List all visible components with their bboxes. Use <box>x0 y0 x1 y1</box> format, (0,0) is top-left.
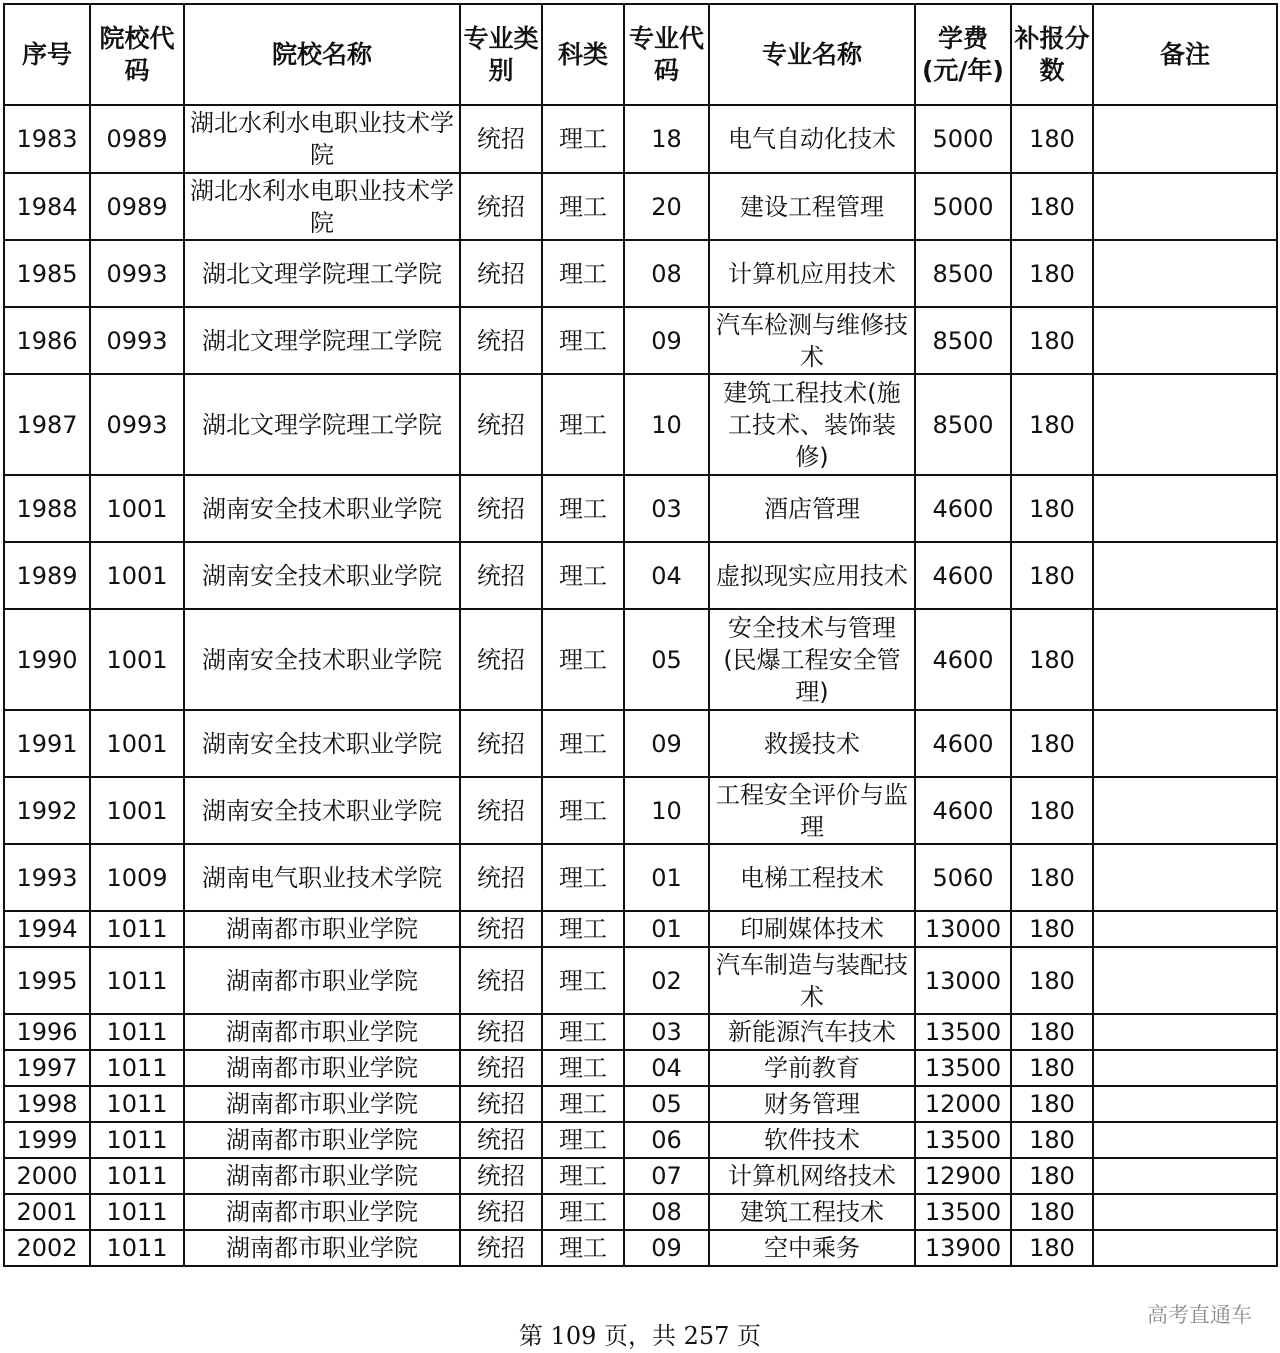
table-cell: 5000 <box>915 105 1011 173</box>
table-cell: 统招 <box>460 105 542 173</box>
table-cell: 180 <box>1011 240 1093 307</box>
header-cell: 院校名称 <box>184 4 460 105</box>
table-row <box>4 1122 1277 1158</box>
table-cell: 1994 <box>4 911 90 947</box>
table-row <box>4 947 1277 1014</box>
table-cell: 1983 <box>4 105 90 173</box>
table-cell: 理工 <box>542 173 624 240</box>
table-cell: 0993 <box>90 240 184 307</box>
table-cell: 0989 <box>90 173 184 240</box>
table-cell: 1986 <box>4 307 90 374</box>
table-cell: 05 <box>624 609 709 710</box>
table-cell: 180 <box>1011 105 1093 173</box>
table-cell: 统招 <box>460 374 542 475</box>
table-cell: 理工 <box>542 1158 624 1194</box>
header-row <box>4 4 1277 105</box>
table-cell: 1001 <box>90 542 184 609</box>
table-cell: 2002 <box>4 1230 90 1266</box>
table-cell <box>1093 240 1277 307</box>
table-cell: 4600 <box>915 777 1011 844</box>
table-row <box>4 844 1277 911</box>
table-row <box>4 374 1277 475</box>
table-cell: 统招 <box>460 475 542 542</box>
table-cell: 湖南都市职业学院 <box>184 947 460 1014</box>
table-cell: 09 <box>624 710 709 777</box>
table-cell: 09 <box>624 1230 709 1266</box>
table-cell: 18 <box>624 105 709 173</box>
table-cell: 4600 <box>915 710 1011 777</box>
table-cell: 180 <box>1011 475 1093 542</box>
table-cell: 理工 <box>542 947 624 1014</box>
table-cell: 理工 <box>542 374 624 475</box>
table-cell: 统招 <box>460 307 542 374</box>
table-cell: 1011 <box>90 1050 184 1086</box>
table-cell: 180 <box>1011 173 1093 240</box>
table-cell: 1011 <box>90 1194 184 1230</box>
table-cell: 1001 <box>90 609 184 710</box>
table-cell: 空中乘务 <box>709 1230 915 1266</box>
table-cell: 13500 <box>915 1122 1011 1158</box>
table-cell <box>1093 1230 1277 1266</box>
table-cell: 08 <box>624 1194 709 1230</box>
table-cell: 湖南都市职业学院 <box>184 1050 460 1086</box>
table-cell: 湖北文理学院理工学院 <box>184 307 460 374</box>
table-cell <box>1093 844 1277 911</box>
table-cell: 湖南都市职业学院 <box>184 1014 460 1050</box>
table-cell: 软件技术 <box>709 1122 915 1158</box>
table-row <box>4 710 1277 777</box>
table-cell: 汽车检测与维修技术 <box>709 307 915 374</box>
table-cell: 统招 <box>460 710 542 777</box>
table-cell: 1991 <box>4 710 90 777</box>
table-cell: 1989 <box>4 542 90 609</box>
table-cell: 计算机网络技术 <box>709 1158 915 1194</box>
table-cell: 统招 <box>460 1230 542 1266</box>
table-cell: 180 <box>1011 844 1093 911</box>
table-cell: 理工 <box>542 1086 624 1122</box>
table-cell: 1011 <box>90 1086 184 1122</box>
table-cell: 理工 <box>542 777 624 844</box>
table-cell: 13000 <box>915 947 1011 1014</box>
table-cell: 理工 <box>542 240 624 307</box>
table-cell <box>1093 1194 1277 1230</box>
table-cell: 1999 <box>4 1122 90 1158</box>
table-cell: 理工 <box>542 609 624 710</box>
table-cell: 4600 <box>915 609 1011 710</box>
table-cell: 8500 <box>915 307 1011 374</box>
table-cell: 理工 <box>542 1014 624 1050</box>
table-row <box>4 1194 1277 1230</box>
table-cell: 统招 <box>460 542 542 609</box>
table-cell: 理工 <box>542 105 624 173</box>
table-cell: 1009 <box>90 844 184 911</box>
table-cell: 13500 <box>915 1194 1011 1230</box>
table-cell: 180 <box>1011 1050 1093 1086</box>
table-cell: 湖南都市职业学院 <box>184 1230 460 1266</box>
table-cell: 湖南都市职业学院 <box>184 911 460 947</box>
table-cell: 180 <box>1011 1194 1093 1230</box>
table-cell: 理工 <box>542 1050 624 1086</box>
table-row <box>4 1014 1277 1050</box>
table-cell: 理工 <box>542 475 624 542</box>
table-cell: 8500 <box>915 240 1011 307</box>
table-cell <box>1093 1122 1277 1158</box>
table-cell: 湖南安全技术职业学院 <box>184 777 460 844</box>
table-cell: 理工 <box>542 1230 624 1266</box>
table-cell: 1998 <box>4 1086 90 1122</box>
table-cell: 电气自动化技术 <box>709 105 915 173</box>
table-cell: 1990 <box>4 609 90 710</box>
table-cell: 计算机应用技术 <box>709 240 915 307</box>
table-cell: 180 <box>1011 1122 1093 1158</box>
table-cell <box>1093 1086 1277 1122</box>
table-cell <box>1093 475 1277 542</box>
header-cell: 专业类别 <box>460 4 542 105</box>
table-cell: 1001 <box>90 777 184 844</box>
table-cell <box>1093 542 1277 609</box>
table-row <box>4 542 1277 609</box>
table-cell: 5060 <box>915 844 1011 911</box>
table-cell: 07 <box>624 1158 709 1194</box>
table-cell: 1011 <box>90 1122 184 1158</box>
table-cell: 湖南安全技术职业学院 <box>184 475 460 542</box>
table-cell: 1011 <box>90 1014 184 1050</box>
table-cell <box>1093 374 1277 475</box>
table-cell: 1011 <box>90 1158 184 1194</box>
table-cell: 理工 <box>542 542 624 609</box>
table-cell: 理工 <box>542 710 624 777</box>
table-cell: 180 <box>1011 777 1093 844</box>
table-cell: 湖北水利水电职业技术学院 <box>184 173 460 240</box>
table-cell: 02 <box>624 947 709 1014</box>
table-cell: 1011 <box>90 1230 184 1266</box>
table-cell: 1985 <box>4 240 90 307</box>
table-cell: 理工 <box>542 911 624 947</box>
table-cell: 01 <box>624 844 709 911</box>
table-cell <box>1093 710 1277 777</box>
table-cell: 理工 <box>542 307 624 374</box>
table-cell: 1984 <box>4 173 90 240</box>
table-cell: 酒店管理 <box>709 475 915 542</box>
table-cell: 建设工程管理 <box>709 173 915 240</box>
table-cell: 理工 <box>542 1194 624 1230</box>
table-cell: 08 <box>624 240 709 307</box>
table-cell: 虚拟现实应用技术 <box>709 542 915 609</box>
table-cell: 湖南电气职业技术学院 <box>184 844 460 911</box>
table-cell: 统招 <box>460 911 542 947</box>
table-cell <box>1093 307 1277 374</box>
table-row <box>4 1158 1277 1194</box>
table-cell: 统招 <box>460 1194 542 1230</box>
table-cell: 湖北文理学院理工学院 <box>184 374 460 475</box>
table-row <box>4 173 1277 240</box>
table-cell: 湖北水利水电职业技术学院 <box>184 105 460 173</box>
table-cell: 财务管理 <box>709 1086 915 1122</box>
header-cell: 专业代码 <box>624 4 709 105</box>
table-cell: 1011 <box>90 911 184 947</box>
table-row <box>4 1086 1277 1122</box>
table-cell: 180 <box>1011 947 1093 1014</box>
table-row <box>4 777 1277 844</box>
table-cell: 180 <box>1011 374 1093 475</box>
table-cell: 1987 <box>4 374 90 475</box>
table-cell: 统招 <box>460 777 542 844</box>
table-cell: 学前教育 <box>709 1050 915 1086</box>
table-cell: 10 <box>624 777 709 844</box>
table-cell: 理工 <box>542 1122 624 1158</box>
table-body <box>4 105 1277 1266</box>
table-cell: 统招 <box>460 1086 542 1122</box>
table-cell: 1001 <box>90 710 184 777</box>
table-cell: 工程安全评价与监理 <box>709 777 915 844</box>
table-cell: 20 <box>624 173 709 240</box>
table-cell: 1992 <box>4 777 90 844</box>
table-cell: 03 <box>624 475 709 542</box>
table-cell: 湖南都市职业学院 <box>184 1086 460 1122</box>
table-cell: 10 <box>624 374 709 475</box>
table-cell: 建筑工程技术(施工技术、装饰装修) <box>709 374 915 475</box>
table-cell: 1995 <box>4 947 90 1014</box>
table-cell <box>1093 947 1277 1014</box>
table-cell <box>1093 173 1277 240</box>
table-cell: 统招 <box>460 947 542 1014</box>
table-cell: 1993 <box>4 844 90 911</box>
table-cell: 1997 <box>4 1050 90 1086</box>
header-cell: 专业名称 <box>709 4 915 105</box>
table-cell: 12000 <box>915 1086 1011 1122</box>
table-cell: 4600 <box>915 475 1011 542</box>
table-cell: 救援技术 <box>709 710 915 777</box>
table-row <box>4 1050 1277 1086</box>
table-cell <box>1093 777 1277 844</box>
table-cell: 04 <box>624 1050 709 1086</box>
table-cell: 统招 <box>460 1158 542 1194</box>
table-cell: 5000 <box>915 173 1011 240</box>
table-cell: 4600 <box>915 542 1011 609</box>
table-cell: 统招 <box>460 1014 542 1050</box>
table-cell: 0993 <box>90 374 184 475</box>
table-cell: 湖南都市职业学院 <box>184 1194 460 1230</box>
table-cell: 180 <box>1011 1086 1093 1122</box>
table-row <box>4 609 1277 710</box>
table-cell: 统招 <box>460 1122 542 1158</box>
table-cell: 统招 <box>460 609 542 710</box>
table-cell <box>1093 911 1277 947</box>
table-cell: 06 <box>624 1122 709 1158</box>
table-cell: 统招 <box>460 173 542 240</box>
table-cell: 湖北文理学院理工学院 <box>184 240 460 307</box>
table-cell: 0993 <box>90 307 184 374</box>
table-cell: 1988 <box>4 475 90 542</box>
header-cell: 备注 <box>1093 4 1277 105</box>
header-cell: 科类 <box>542 4 624 105</box>
table-cell: 湖南都市职业学院 <box>184 1158 460 1194</box>
table-cell: 180 <box>1011 542 1093 609</box>
table-cell: 13900 <box>915 1230 1011 1266</box>
table-cell: 180 <box>1011 1230 1093 1266</box>
table-cell: 汽车制造与装配技术 <box>709 947 915 1014</box>
table-row <box>4 240 1277 307</box>
table-cell: 湖南安全技术职业学院 <box>184 710 460 777</box>
table-cell: 1011 <box>90 947 184 1014</box>
table-cell: 湖南安全技术职业学院 <box>184 609 460 710</box>
table-cell: 1996 <box>4 1014 90 1050</box>
table-cell: 13500 <box>915 1050 1011 1086</box>
table-cell: 180 <box>1011 911 1093 947</box>
table-cell: 180 <box>1011 1158 1093 1194</box>
header-cell: 学费(元/年) <box>915 4 1011 105</box>
table-cell <box>1093 1050 1277 1086</box>
table-cell: 180 <box>1011 710 1093 777</box>
table-cell: 180 <box>1011 1014 1093 1050</box>
table-cell: 统招 <box>460 1050 542 1086</box>
table-cell: 0989 <box>90 105 184 173</box>
table-cell: 12900 <box>915 1158 1011 1194</box>
table-cell: 统招 <box>460 240 542 307</box>
table-cell: 03 <box>624 1014 709 1050</box>
table-cell: 2000 <box>4 1158 90 1194</box>
table-cell: 湖南都市职业学院 <box>184 1122 460 1158</box>
table-cell: 建筑工程技术 <box>709 1194 915 1230</box>
header-cell: 序号 <box>4 4 90 105</box>
table-cell: 电梯工程技术 <box>709 844 915 911</box>
table-row <box>4 475 1277 542</box>
admissions-table <box>3 3 1278 1267</box>
table-cell: 2001 <box>4 1194 90 1230</box>
table-row <box>4 307 1277 374</box>
table-cell: 印刷媒体技术 <box>709 911 915 947</box>
table-cell <box>1093 609 1277 710</box>
table-cell: 理工 <box>542 844 624 911</box>
table-cell: 1001 <box>90 475 184 542</box>
table-row <box>4 911 1277 947</box>
watermark: 高考直通车 <box>1147 1303 1252 1327</box>
table-cell: 湖南安全技术职业学院 <box>184 542 460 609</box>
table-cell: 09 <box>624 307 709 374</box>
table-cell <box>1093 105 1277 173</box>
table-cell <box>1093 1158 1277 1194</box>
table-row <box>4 105 1277 173</box>
table-cell: 180 <box>1011 307 1093 374</box>
table-cell: 13000 <box>915 911 1011 947</box>
table-cell: 统招 <box>460 844 542 911</box>
table-row <box>4 1230 1277 1266</box>
table-cell: 05 <box>624 1086 709 1122</box>
table-cell: 180 <box>1011 609 1093 710</box>
table-cell: 8500 <box>915 374 1011 475</box>
table-cell: 01 <box>624 911 709 947</box>
table-cell: 04 <box>624 542 709 609</box>
header-cell: 补报分数 <box>1011 4 1093 105</box>
table-cell: 安全技术与管理(民爆工程安全管理) <box>709 609 915 710</box>
table-cell: 13500 <box>915 1014 1011 1050</box>
page-number: 第 109 页，共 257 页 <box>518 1322 762 1350</box>
table-cell: 新能源汽车技术 <box>709 1014 915 1050</box>
header-cell: 院校代码 <box>90 4 184 105</box>
table-cell <box>1093 1014 1277 1050</box>
